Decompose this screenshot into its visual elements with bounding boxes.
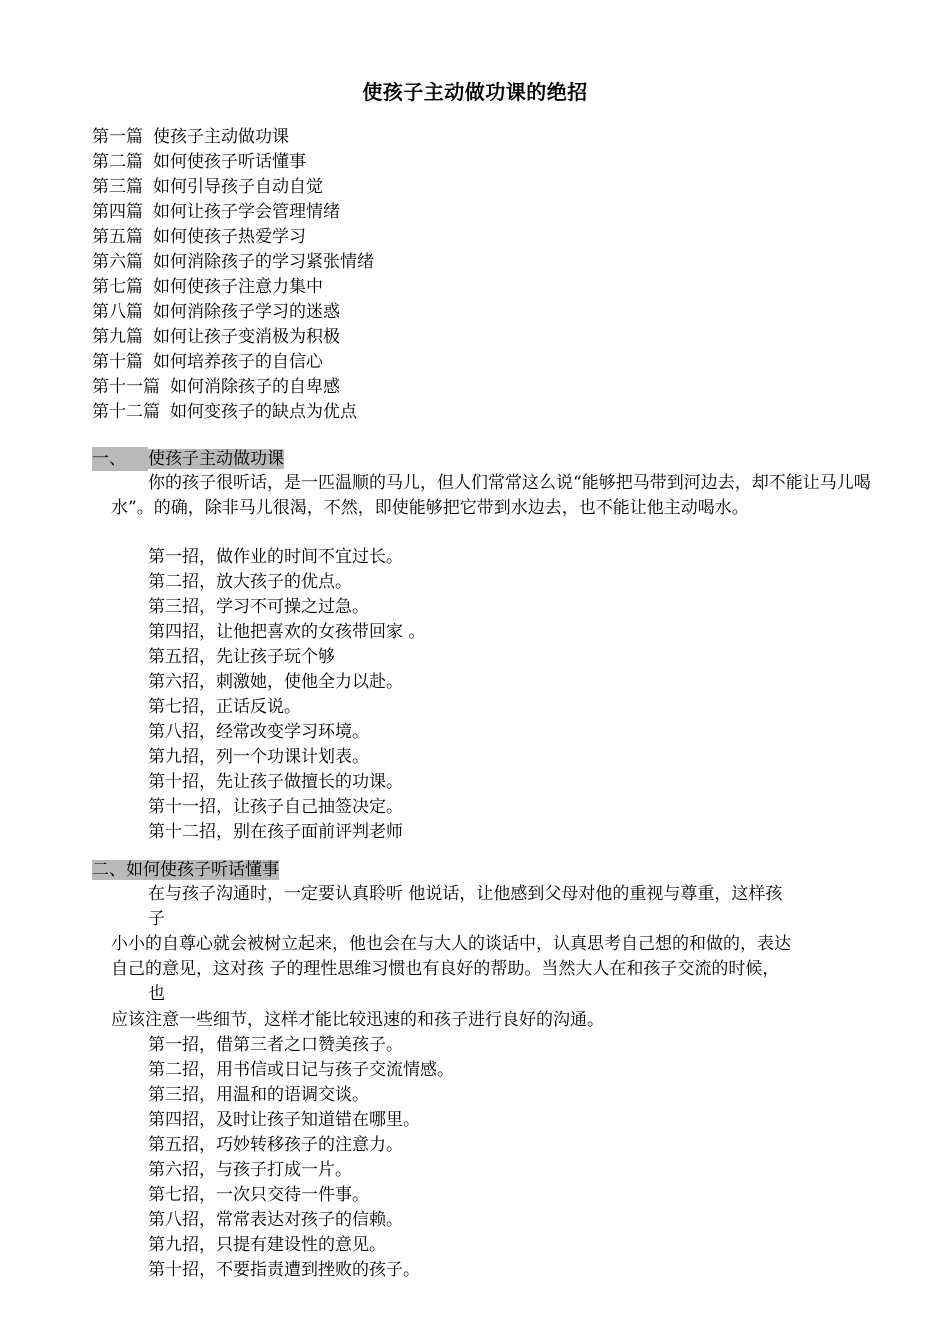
toc-item: 第四篇 如何让孩子学会管理情绪 (92, 202, 340, 222)
list-item: 第一招，借第三者之口赞美孩子。 (148, 1035, 403, 1055)
list-item: 第三招，学习不可操之过急。 (148, 597, 369, 617)
section-1-number: 一、 (92, 447, 148, 471)
toc-item: 第七篇 如何使孩子注意力集中 (92, 277, 323, 297)
toc-item: 第二篇 如何使孩子听话懂事 (92, 152, 306, 172)
section-1-paragraph: 你的孩子很听话，是一匹温顺的马儿，但人们常常这么说“能够把马带到河边去，却不能让马儿喝水”。的确，除非马儿很渴，不然，即使能够把它带到水边去，也不能让他主动喝水。 (111, 473, 871, 518)
section-2-line: 应该注意一些细节，这样才能比较迅速的和孩子进行良好的沟通。 (111, 1010, 604, 1030)
section-2-title: 二、如何使孩子听话懂事 (92, 860, 279, 880)
list-item: 第十招，不要指责遭到挫败的孩子。 (148, 1260, 420, 1280)
section-2-line: 也 (148, 984, 165, 1004)
list-item: 第九招，列一个功课计划表。 (148, 747, 369, 767)
section-2-line: 自己的意见，这对孩 子的理性思维习惯也有良好的帮助。当然大人在和孩子交流的时候， (111, 959, 780, 979)
list-item: 第二招，放大孩子的优点。 (148, 572, 352, 592)
section-1-tips (148, 545, 425, 845)
toc-item: 第九篇 如何让孩子变消极为积极 (92, 327, 340, 347)
list-item: 第六招，刺激她，使他全力以赴。 (148, 672, 403, 692)
list-item: 第一招，做作业的时间不宜过长。 (148, 547, 403, 567)
toc-item: 第三篇 如何引导孩子自动自觉 (92, 177, 323, 197)
list-item: 第四招，让他把喜欢的女孩带回家 。 (148, 622, 426, 642)
list-item: 第十二招，别在孩子面前评判老师 (148, 822, 403, 842)
section-2-line: 子 (148, 909, 165, 929)
list-item: 第十招，先让孩子做擅长的功课。 (148, 772, 403, 792)
toc-item: 第十篇 如何培养孩子的自信心 (92, 352, 323, 372)
toc-item: 第八篇 如何消除孩子学习的迷惑 (92, 302, 340, 322)
list-item: 第五招，巧妙转移孩子的注意力。 (148, 1135, 403, 1155)
list-item: 第八招，常常表达对孩子的信赖。 (148, 1210, 403, 1230)
list-item: 第九招，只提有建设性的意见。 (148, 1235, 386, 1255)
document-title: 使孩子主动做功课的绝招 (362, 80, 588, 104)
list-item: 第八招，经常改变学习环境。 (148, 722, 369, 742)
table-of-contents (92, 125, 374, 425)
toc-item: 第六篇 如何消除孩子的学习紧张情绪 (92, 252, 374, 272)
section-2-line: 在与孩子沟通时，一定要认真聆听 他说话，让他感到父母对他的重视与尊重，这样孩 (148, 884, 783, 904)
list-item: 第三招，用温和的语调交谈。 (148, 1085, 369, 1105)
toc-item: 第十二篇 如何变孩子的缺点为优点 (92, 402, 357, 422)
list-item: 第十一招，让孩子自己抽签决定。 (148, 797, 403, 817)
list-item: 第七招，一次只交待一件事。 (148, 1185, 369, 1205)
list-item: 第二招，用书信或日记与孩子交流情感。 (148, 1060, 454, 1080)
section-2-line: 小小的自尊心就会被树立起来，他也会在与大人的谈话中，认真思考自己想的和做的，表达 (111, 934, 791, 954)
list-item: 第四招，及时让孩子知道错在哪里。 (148, 1110, 420, 1130)
toc-item: 第五篇 如何使孩子热爱学习 (92, 227, 306, 247)
section-1-heading (92, 447, 284, 471)
toc-item: 第十一篇 如何消除孩子的自卑感 (92, 377, 340, 397)
toc-item: 第一篇 使孩子主动做功课 (92, 127, 289, 147)
list-item: 第七招，正话反说。 (148, 697, 301, 717)
section-2-heading (92, 858, 279, 882)
section-1-title: 使孩子主动做功课 (148, 449, 284, 469)
list-item: 第六招，与孩子打成一片。 (148, 1160, 352, 1180)
list-item: 第五招，先让孩子玩个够 (148, 647, 335, 667)
section-2-tips (148, 1033, 454, 1283)
